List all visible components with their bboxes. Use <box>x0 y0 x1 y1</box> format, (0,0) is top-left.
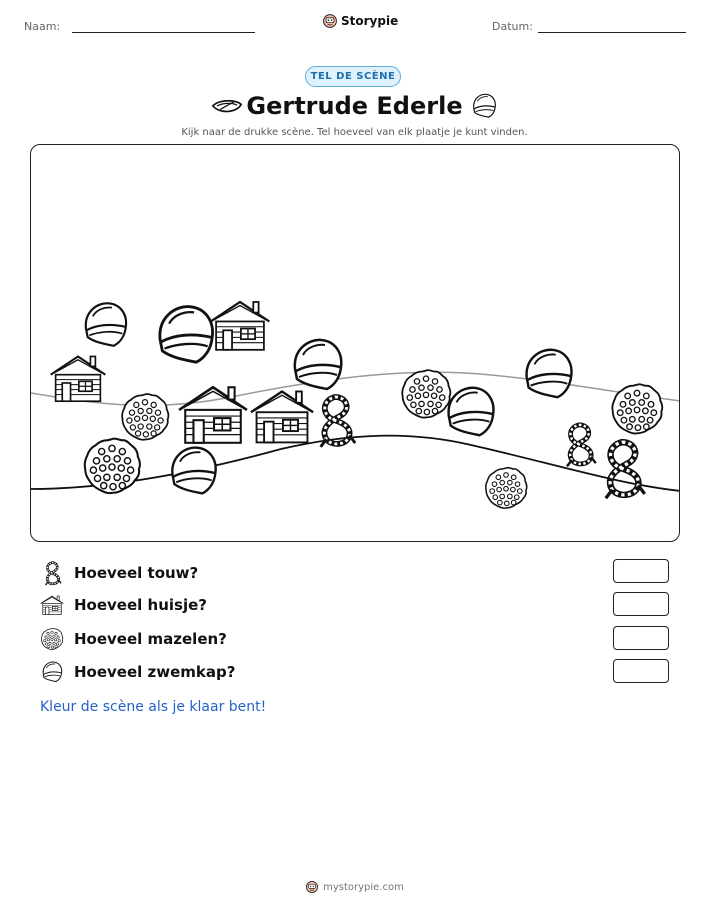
activity-badge: TEL DE SCÈNE <box>305 66 401 87</box>
coloring-note: Kleur de scène als je klaar bent! <box>40 699 267 715</box>
question-label: Hoeveel huisje? <box>74 596 207 614</box>
cabin-icon <box>40 594 64 616</box>
scene-measles <box>122 394 168 440</box>
rope-icon <box>40 560 64 586</box>
footer-url[interactable]: mystorypie.com <box>323 881 404 893</box>
scene-swim-cap <box>295 340 341 389</box>
answer-box-swim-cap[interactable] <box>613 659 669 683</box>
swim-cap-icon <box>40 660 64 684</box>
question-row-cabin <box>40 594 207 616</box>
name-label: Naam: <box>24 20 61 33</box>
question-label: Hoeveel touw? <box>74 564 199 582</box>
scene-measles <box>486 468 527 509</box>
instructions: Kijk naar de drukke scène. Tel hoeveel van elk plaatje je kunt vinden. <box>181 127 528 138</box>
mascot-icon <box>322 13 338 29</box>
storypie-logo <box>322 13 398 29</box>
scene-illustration <box>31 145 680 542</box>
scene-swim-cap <box>86 303 126 346</box>
question-label: Hoeveel mazelen? <box>74 630 227 648</box>
scene-rope <box>567 425 596 467</box>
footer <box>0 880 709 894</box>
scene-measles <box>402 370 450 418</box>
count-scene <box>30 144 680 542</box>
date-field[interactable] <box>538 32 686 33</box>
scene-swim-cap <box>449 388 494 435</box>
question-row-rope <box>40 560 198 586</box>
answer-box-measles[interactable] <box>613 626 669 650</box>
scene-swim-cap <box>172 448 215 494</box>
answer-box-cabin[interactable] <box>613 592 669 616</box>
swim-cap-icon <box>470 92 498 120</box>
page-title: Gertrude Ederle <box>246 92 463 120</box>
answer-box-rope[interactable] <box>613 559 669 583</box>
scene-cabin <box>211 302 269 350</box>
question-row-swim-cap <box>40 660 235 684</box>
scene-rope <box>606 442 645 498</box>
question-row-measles <box>40 627 227 651</box>
measles-icon <box>40 627 64 651</box>
scene-swim-cap <box>527 350 572 397</box>
name-field[interactable] <box>72 32 255 33</box>
scene-cabin <box>51 356 106 401</box>
scene-measles <box>85 439 140 494</box>
mascot-icon <box>305 880 319 894</box>
question-label: Hoeveel zwemkap? <box>74 663 236 681</box>
scene-swim-cap <box>160 307 213 363</box>
logo-text: Storypie <box>341 14 399 28</box>
scene-measles <box>612 384 662 433</box>
date-label: Datum: <box>492 20 533 33</box>
scene-cabin <box>251 391 313 442</box>
